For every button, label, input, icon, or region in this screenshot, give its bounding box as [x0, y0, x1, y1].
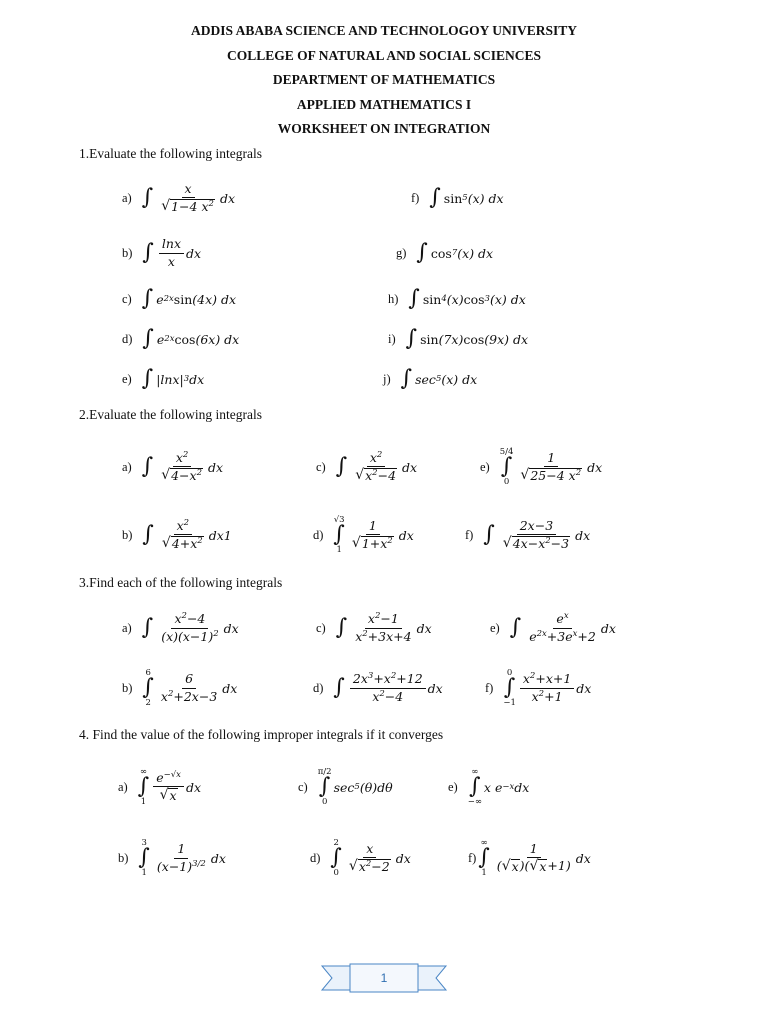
problem-4d: d) 2 ∫ 0 x √ $x^2-2$ dx	[310, 837, 411, 878]
problem-4f: f) ∞ ∫ 1 1 ( √ x )( √ x +1) dx	[468, 837, 591, 878]
problem-1h: h) ∫ sin 4 (x) cos 3 (x) dx	[388, 286, 526, 311]
problem-2b: b) ∫ $x^2$ √ $4+x^2$ dx1	[122, 517, 232, 551]
section-1-heading: 1.Evaluate the following integrals	[79, 146, 262, 161]
problem-3b: b) 6 ∫ 2 $\frac{6}{x^2+2x-3}$ dx	[122, 667, 238, 708]
problem-3a: a) ∫ $\frac{x^2-4}{(x)(x-1)^2}$ dx	[122, 610, 239, 644]
problem-3f: f) 0 ∫ −1 $\frac{x^2+x+1}{x^2+1}$ dx	[485, 667, 592, 708]
section-2-heading: 2.Evaluate the following integrals	[79, 407, 262, 422]
problem-1g: g) ∫ cos 7 (x) dx	[396, 240, 494, 265]
university-name: ADDIS ABABA SCIENCE AND TECHNOLOGOY UNIVERSITY	[191, 23, 577, 38]
problem-1c: c) ∫ e 2x sin (4x) dx	[122, 286, 237, 311]
section-4-heading: 4. Find the value of the following improper integrals if it converges	[79, 727, 444, 742]
department-name: DEPARTMENT OF MATHEMATICS	[272, 72, 496, 87]
problem-4c: c) π/2 ∫ 0 sec 5 (θ) dθ	[298, 766, 393, 807]
problem-3e: e) ∫ $\frac{e^x}{e^{2x}+3e^x+2}$ dx	[490, 610, 616, 644]
college-name: COLLEGE OF NATURAL AND SOCIAL SCIENCES	[227, 48, 541, 63]
problem-4a: a) ∞ ∫ 1 $e^{-√x}$ √ x dx	[118, 766, 201, 807]
problem-3d: d) ∫ $\frac{2x^3+x^2+12}{x^2-4}$ dx	[313, 670, 443, 704]
problem-1f: f) ∫ sin 5 (x) dx	[411, 185, 504, 210]
worksheet-title: WORKSHEET ON INTEGRATION	[277, 121, 491, 136]
problem-2d: d) √3 ∫ 1 1 √ $1+x^2$ dx	[313, 514, 414, 555]
problem-2c: c) ∫ $x^2$ √ $x^2-4$ dx	[316, 449, 418, 483]
problem-2a: a) ∫ $x^2$ √ $4-x^2$ dx	[122, 449, 224, 483]
problem-2e: e) 5/4 ∫ 0 1 √ 25−4 $x^2$ dx	[480, 446, 603, 487]
section-3-heading: 3.Find each of the following integrals	[79, 575, 283, 590]
course-name: APPLIED MATHEMATICS I	[296, 97, 472, 112]
problem-1i: i) ∫ sin (7x) cos (9x) dx	[388, 326, 529, 351]
problem-1b: b) ∫ $\frac{\ln x}{x}$ dx	[122, 236, 202, 269]
page-number-ribbon	[320, 960, 448, 998]
problem-2f: f) ∫ 2x−3 √ $4x-x^2-3$ dx	[465, 517, 591, 551]
problem-1e: e) ∫ |lnx| 3 dx	[122, 366, 205, 391]
page-number: 1	[380, 971, 388, 985]
problem-4e: e) ∞ ∫ −∞ x e −x dx	[448, 766, 530, 807]
problem-1j: j) ∫ sec 5 (x) dx	[383, 366, 478, 391]
problem-1a: a) ∫ x √ 1−4 $x^2$ dx	[122, 180, 235, 214]
problem-1d: d) ∫ e 2x cos (6x) dx	[122, 326, 240, 351]
problem-3c: c) ∫ $\frac{x^2-1}{x^2+3x+4}$ dx	[316, 610, 432, 644]
problem-4b: b) 3 ∫ 1 $\frac{1}{(x-1)^{3/2}}$ dx	[118, 837, 226, 878]
